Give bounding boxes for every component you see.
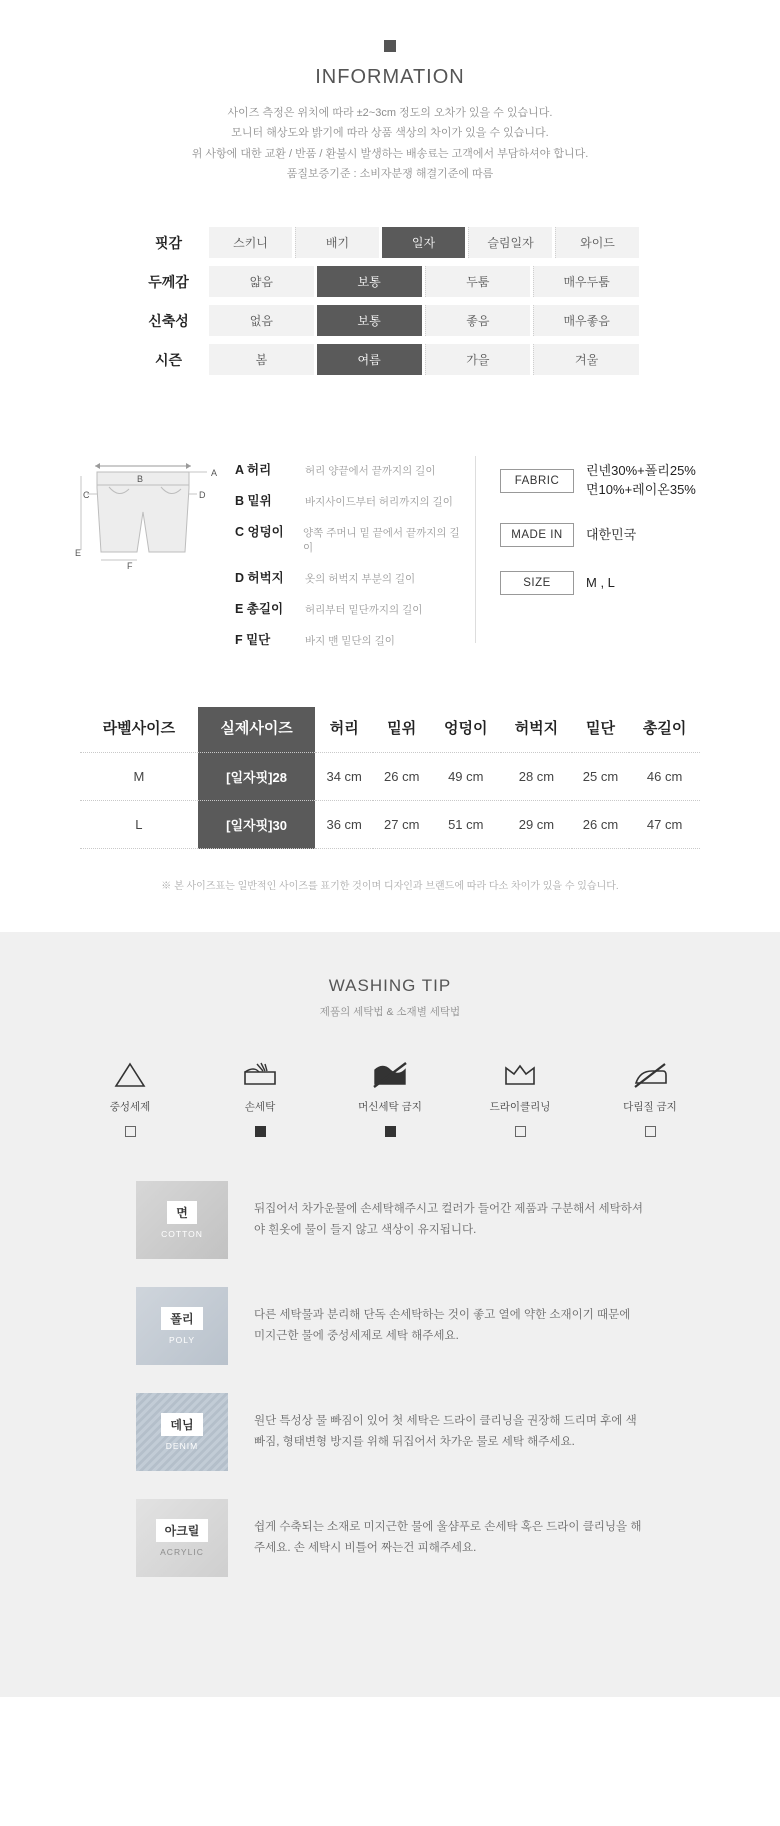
column-header: 밑단	[586, 720, 615, 738]
cell-actual-size: [일자핏]28	[198, 753, 316, 801]
cell-rise: 26 cm	[373, 753, 431, 801]
decorative-square	[384, 40, 396, 52]
cell-hip: 49 cm	[430, 753, 501, 801]
fabric-line-2: 면10%+레이온35%	[586, 481, 696, 497]
attribute-option-selected[interactable]: 여름	[317, 344, 422, 375]
washing-item-no-iron	[607, 1055, 693, 1137]
attribute-option[interactable]: 슬림일자	[468, 227, 552, 258]
information-line: 품질보증기준 : 소비자분쟁 해결기준에 따름	[286, 168, 494, 181]
table-row	[80, 801, 700, 849]
column-header: 라벨사이즈	[102, 720, 176, 738]
cell-thigh: 28 cm	[501, 753, 572, 801]
no-machine-wash-icon	[347, 1055, 433, 1095]
legend-desc: 바지사이드부터 허리까지의 길이	[305, 496, 453, 509]
attribute-label: 신축성	[148, 312, 189, 329]
material-row-poly	[0, 1287, 780, 1365]
measurement-legend	[235, 438, 465, 661]
no-iron-icon	[607, 1055, 693, 1095]
material-tag: 폴리	[161, 1307, 202, 1330]
material-tag: 면	[167, 1201, 197, 1224]
attribute-row-elasticity	[140, 304, 640, 337]
cell-rise: 27 cm	[373, 801, 431, 849]
svg-text:A: A	[211, 468, 218, 479]
material-description: 원단 특성상 물 빠짐이 있어 첫 세탁은 드라이 클리닝을 권장해 드리며 후에 색빠짐, 형태변형 방지를 위해 뒤집어서 차가운 물로 세탁 해주세요.	[254, 1415, 637, 1449]
material-swatch	[136, 1393, 228, 1471]
attribute-option[interactable]: 얇음	[209, 266, 314, 297]
legend-item	[235, 491, 465, 509]
specification-section	[0, 438, 780, 661]
attribute-table	[140, 220, 640, 382]
attribute-option[interactable]: 두툼	[425, 266, 531, 297]
attribute-label: 두께감	[148, 273, 189, 290]
column-header: 허리	[329, 720, 359, 738]
legend-key: E 총길이	[235, 602, 284, 617]
legend-item	[235, 599, 465, 617]
information-line: 위 사항에 대한 교환 / 반품 / 환불시 발생하는 배송료는 고객에서 부담하셔야 합니다.	[191, 147, 589, 160]
page-title: INFORMATION	[315, 66, 465, 88]
neutral-detergent-icon	[87, 1055, 173, 1095]
attribute-option[interactable]: 겨울	[533, 344, 639, 375]
svg-text:F: F	[127, 561, 133, 572]
attribute-option[interactable]: 가을	[425, 344, 531, 375]
attribute-option[interactable]: 와이드	[555, 227, 639, 258]
cell-label-size: M	[80, 753, 198, 801]
cell-length: 46 cm	[629, 753, 700, 801]
washing-item-label: 다림질 금지	[623, 1101, 677, 1114]
attribute-label: 핏감	[154, 234, 183, 251]
attribute-option[interactable]: 없음	[209, 305, 314, 336]
legend-desc: 바지 맨 밑단의 길이	[305, 635, 395, 648]
hand-wash-icon	[217, 1055, 303, 1095]
table-header-row	[80, 707, 700, 753]
material-row-denim	[0, 1393, 780, 1471]
legend-desc: 허리부터 밑단까지의 길이	[305, 604, 423, 617]
attribute-row-thickness	[140, 265, 640, 298]
measurement-diagram	[65, 438, 235, 607]
column-header: 밑위	[387, 720, 417, 738]
cell-hem: 26 cm	[572, 801, 630, 849]
attribute-option[interactable]: 좋음	[425, 305, 531, 336]
washing-item-no-machine-wash	[347, 1055, 433, 1137]
cell-hip: 51 cm	[430, 801, 501, 849]
material-swatch	[136, 1181, 228, 1259]
legend-desc: 허리 양끝에서 끝까지의 길이	[305, 465, 436, 478]
legend-key: F 밑단	[235, 633, 271, 648]
column-header: 총길이	[642, 720, 687, 738]
material-description: 뒤집어서 차가운물에 손세탁해주시고 컬러가 들어간 제품과 구분해서 세탁하셔야 흰옷에 물이 들지 않고 색상이 유지됩니다.	[254, 1203, 643, 1237]
washing-checkbox[interactable]	[255, 1126, 266, 1137]
information-section	[0, 0, 780, 194]
attribute-option-selected[interactable]: 보통	[317, 305, 422, 336]
legend-item	[235, 522, 465, 555]
attribute-option-selected[interactable]: 일자	[382, 227, 465, 258]
material-swatch	[136, 1499, 228, 1577]
cell-length: 47 cm	[629, 801, 700, 849]
material-row-acrylic	[0, 1499, 780, 1577]
fact-badge: FABRIC	[500, 469, 574, 493]
material-tag: 아크릴	[156, 1519, 209, 1542]
fact-value: 대한민국	[586, 526, 637, 542]
attribute-row-fit	[140, 226, 640, 259]
attribute-row-season	[140, 343, 640, 376]
fact-badge: MADE IN	[500, 523, 574, 547]
column-header: 엉덩이	[444, 720, 488, 738]
washing-item-label: 손세탁	[244, 1101, 276, 1114]
fact-value: M , L	[586, 574, 615, 590]
attribute-label: 시즌	[154, 351, 183, 368]
washing-icon-row	[0, 1055, 780, 1137]
cell-label-size: L	[80, 801, 198, 849]
washing-item-hand-wash	[217, 1055, 303, 1137]
fact-badge: SIZE	[500, 571, 574, 595]
legend-item	[235, 460, 465, 478]
washing-item-label: 드라이클리닝	[489, 1101, 551, 1114]
material-subtag: POLY	[168, 1335, 196, 1346]
column-header: 실제사이즈	[198, 707, 316, 753]
washing-item-label: 머신세탁 금지	[358, 1101, 422, 1114]
material-subtag: DENIM	[165, 1441, 199, 1452]
legend-key: A 허리	[235, 463, 272, 478]
table-row	[80, 753, 700, 801]
washing-item-label: 중성세제	[109, 1101, 151, 1114]
washing-item-dry-clean	[477, 1055, 563, 1137]
svg-text:C: C	[83, 490, 90, 501]
material-tag: 데님	[161, 1413, 202, 1436]
information-line: 모니터 해상도와 밝기에 따라 상품 색상의 차이가 있을 수 있습니다.	[231, 127, 549, 140]
material-row-cotton	[0, 1181, 780, 1259]
cell-hem: 25 cm	[572, 753, 630, 801]
washing-title: WASHING TIP	[328, 976, 452, 996]
fact-size	[500, 571, 715, 595]
material-subtag: ACRYLIC	[160, 1547, 204, 1558]
size-table-note: ※ 본 사이즈표는 일반적인 사이즈를 표기한 것이며 디자인과 브랜드에 따라 다소 차이가 있을 수 있습니다.	[161, 881, 619, 893]
information-notes	[0, 103, 780, 184]
cell-waist: 36 cm	[315, 801, 373, 849]
washing-subtitle: 제품의 세탁법 & 소재별 세탁법	[319, 1006, 461, 1019]
washing-checkbox[interactable]	[645, 1126, 656, 1137]
page-footer-spacer	[0, 1661, 780, 1697]
washing-checkbox[interactable]	[385, 1126, 396, 1137]
attribute-option-selected[interactable]: 보통	[317, 266, 422, 297]
legend-key: C 엉덩이	[235, 525, 284, 540]
fact-value	[586, 462, 696, 498]
attribute-option[interactable]: 매우좋음	[533, 305, 639, 336]
size-table	[80, 707, 700, 849]
svg-text:D: D	[199, 490, 206, 501]
material-swatch	[136, 1287, 228, 1365]
svg-text:B: B	[137, 474, 144, 485]
legend-key: D 허벅지	[235, 571, 284, 586]
dry-clean-icon	[477, 1055, 563, 1095]
attribute-option[interactable]: 봄	[209, 344, 314, 375]
legend-key: B 밑위	[235, 494, 272, 509]
material-care-list	[0, 1181, 780, 1577]
legend-desc: 양쪽 주머니 밑 끝에서 끝까지의 길이	[303, 527, 460, 555]
material-description: 쉽게 수축되는 소재로 미지근한 물에 울샴푸로 손세탁 혹은 드라이 클리닝을 해주세요. 손 세탁시 비틀어 짜는건 피해주세요.	[254, 1521, 642, 1555]
material-description: 다른 세탁물과 분리해 단독 손세탁하는 것이 좋고 열에 약한 소재이기 때문에 미지근한 물에 중성세제로 세탁 해주세요.	[254, 1309, 631, 1343]
legend-desc: 옷의 허벅지 부분의 길이	[305, 573, 416, 586]
material-subtag: COTTON	[161, 1229, 203, 1240]
column-header: 허벅지	[514, 720, 559, 738]
fabric-line-1: 린넨30%+폴리25%	[586, 463, 696, 479]
legend-item	[235, 630, 465, 648]
cell-waist: 34 cm	[315, 753, 373, 801]
vertical-divider	[475, 456, 476, 643]
washing-tip-section	[0, 932, 780, 1661]
fact-fabric	[500, 462, 715, 498]
cell-thigh: 29 cm	[501, 801, 572, 849]
attribute-option[interactable]: 스키니	[209, 227, 292, 258]
information-line: 사이즈 측정은 위치에 따라 ±2~3cm 정도의 오차가 있을 수 있습니다.	[227, 107, 553, 119]
cell-actual-size: [일자핏]30	[198, 801, 316, 849]
washing-item-neutral-detergent	[87, 1055, 173, 1137]
svg-text:E: E	[75, 548, 82, 559]
fact-made-in	[500, 523, 715, 547]
attribute-option[interactable]: 매우두툼	[533, 266, 639, 297]
product-facts	[500, 438, 715, 618]
washing-checkbox[interactable]	[515, 1126, 526, 1137]
washing-checkbox[interactable]	[125, 1126, 136, 1137]
shorts-diagram-icon	[65, 452, 235, 602]
legend-item	[235, 568, 465, 586]
attribute-option[interactable]: 배기	[295, 227, 379, 258]
